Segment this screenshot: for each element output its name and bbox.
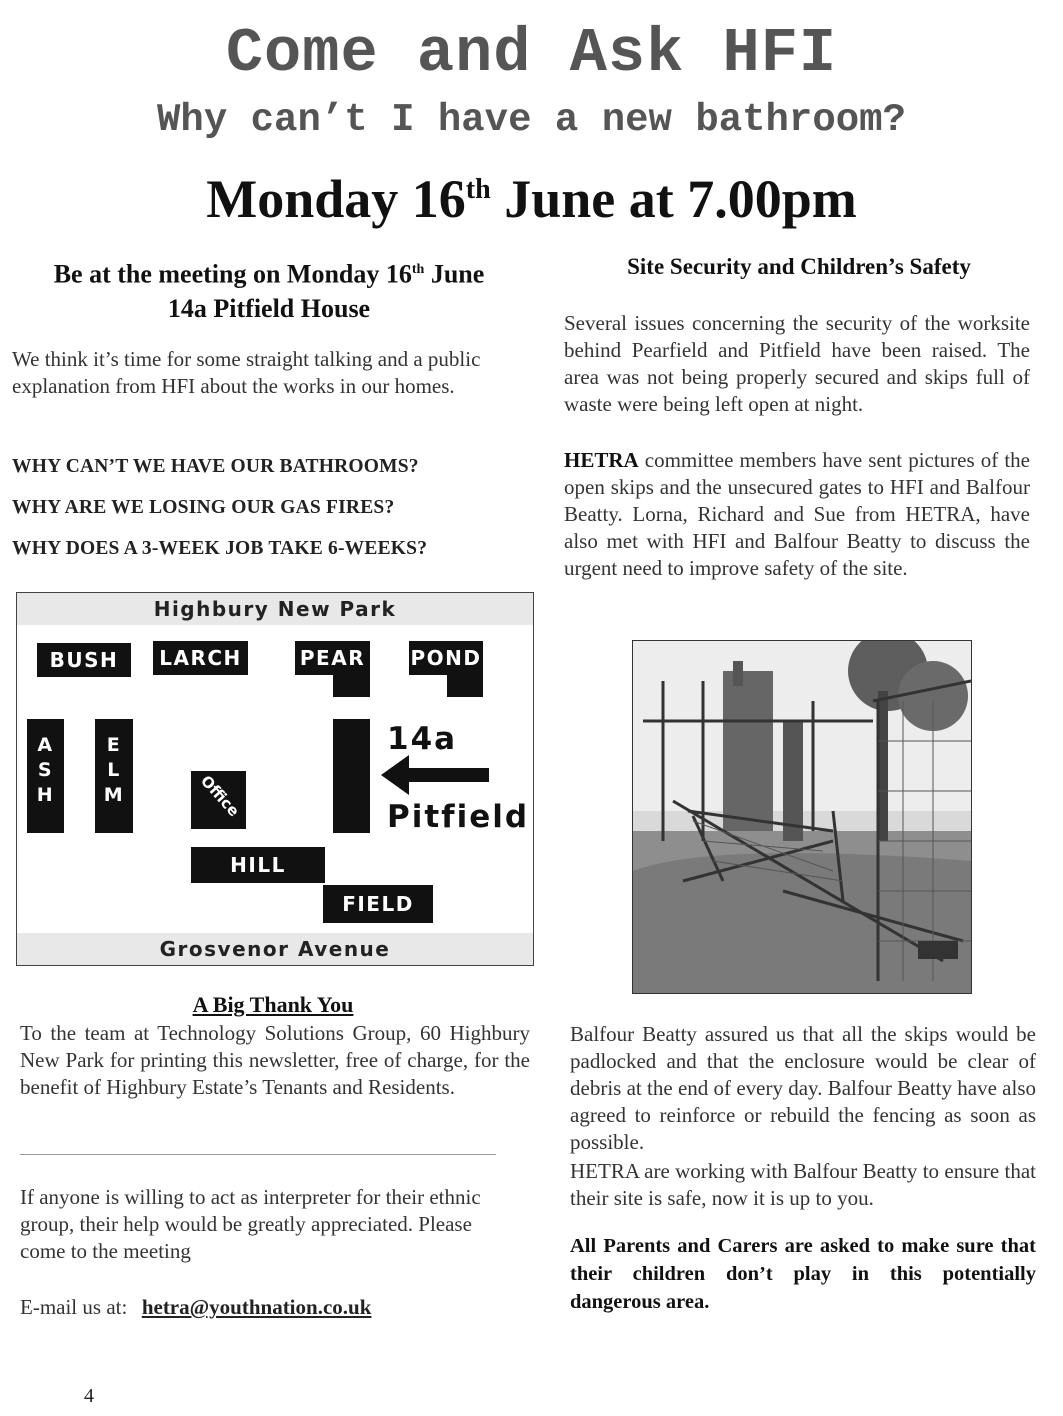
date-text: Monday 16 bbox=[206, 169, 466, 229]
block-office bbox=[191, 771, 246, 829]
block-pear-label: PEAR bbox=[299, 646, 366, 670]
date-suffix: th bbox=[465, 174, 491, 205]
road-highbury-new-park: Highbury New Park bbox=[17, 593, 533, 625]
pointer-label-14a: 14a bbox=[387, 721, 458, 757]
security-paragraph-4: HETRA are working with Balfour Beatty to ensure that their site is safe, now it is up to you. bbox=[570, 1159, 1036, 1210]
block-ash-label: A S H bbox=[36, 734, 55, 806]
thanks-heading: A Big Thank You bbox=[192, 992, 354, 1017]
block-elm-label: E L M bbox=[103, 734, 125, 806]
divider bbox=[20, 1154, 496, 1155]
broken-fence-photo bbox=[633, 641, 971, 993]
heading-text: Be at the meeting on Monday 16 bbox=[53, 259, 412, 289]
date-time: June at 7.00pm bbox=[490, 169, 857, 229]
email-link[interactable]: hetra@youthnation.co.uk bbox=[141, 1295, 372, 1319]
block-ash bbox=[27, 719, 64, 833]
block-elm bbox=[95, 719, 133, 833]
road-grosvenor-avenue: Grosvenor Avenue bbox=[17, 933, 533, 965]
arrow-left-icon bbox=[381, 753, 493, 797]
newsletter-title: Come and Ask HFI bbox=[225, 18, 838, 89]
heading-month: June bbox=[424, 259, 485, 289]
meeting-location: 14a Pitfield House bbox=[167, 293, 371, 323]
thanks-paragraph: To the team at Technology Solutions Group, 60 Highbury New Park for printing this newsletter, free of charge, for the benefit of Highbury Estate’s Tenants and Residents. bbox=[20, 1021, 530, 1099]
hetra-bold: HETRA bbox=[564, 448, 639, 472]
warning-paragraph: All Parents and Carers are asked to make sure that their children don’t play in this potentially dangerous area. bbox=[570, 1235, 1036, 1313]
question-2: WHY ARE WE LOSING OUR GAS FIRES? bbox=[12, 497, 395, 518]
estate-map bbox=[16, 592, 534, 966]
interpreter-paragraph: If anyone is willing to act as interpreter for their ethnic group, their help would be greatly appreciated. Please come to the meeting bbox=[20, 1185, 481, 1263]
newsletter-subtitle: Why can’t I have a new bathroom? bbox=[157, 98, 906, 142]
block-pond bbox=[409, 641, 483, 675]
security-heading: Site Security and Children’s Safety bbox=[627, 254, 971, 279]
block-office-label: Office bbox=[197, 771, 243, 821]
meeting-date bbox=[0, 168, 1063, 230]
block-larch: LARCH bbox=[153, 641, 248, 675]
question-3: WHY DOES A 3-WEEK JOB TAKE 6-WEEKS? bbox=[12, 538, 428, 559]
block-pear-wing bbox=[333, 675, 370, 697]
block-field: FIELD bbox=[323, 885, 433, 923]
security-paragraph-1: Several issues concerning the security of the worksite behind Pearfield and Pitfield have been raised. The area was not being properly secured and skips full of waste were being left open at night. bbox=[564, 311, 1030, 416]
question-1: WHY CAN’T WE HAVE OUR BATHROOMS? bbox=[12, 456, 419, 477]
block-pear bbox=[295, 641, 370, 675]
block-hill: HILL bbox=[191, 847, 325, 883]
para2-text: committee members have sent pictures of the open skips and the unsecured gates to HFI and Balfour Beatty. Lorna, Richard and Sue from HETRA, have also met with HFI and Balfour Beatty to discuss the urgent need to improve safety of the site. bbox=[564, 448, 1030, 580]
heading-suffix: th bbox=[411, 262, 425, 277]
email-line bbox=[20, 1294, 371, 1321]
site-photo bbox=[632, 640, 972, 994]
security-paragraph-3: Balfour Beatty assured us that all the skips would be padlocked and that the enclosure would be clear of debris at the end of every day. Balfour Beatty have also agreed to reinforce or rebuild the fencing as soon as possible. bbox=[570, 1022, 1036, 1154]
email-label: E-mail us at: bbox=[20, 1295, 128, 1319]
block-pitfield bbox=[333, 719, 370, 833]
block-pond-wing bbox=[447, 675, 483, 697]
meeting-heading bbox=[10, 253, 528, 326]
block-pond-label: POND bbox=[410, 646, 482, 670]
block-bush: BUSH bbox=[37, 643, 131, 677]
intro-paragraph: We think it’s time for some straight talking and a public explanation from HFI about the works in our homes. bbox=[12, 347, 481, 398]
pointer-label-pitfield: Pitfield bbox=[387, 799, 530, 835]
page-number: 4 bbox=[84, 1385, 94, 1407]
security-paragraph-2 bbox=[564, 447, 1030, 582]
